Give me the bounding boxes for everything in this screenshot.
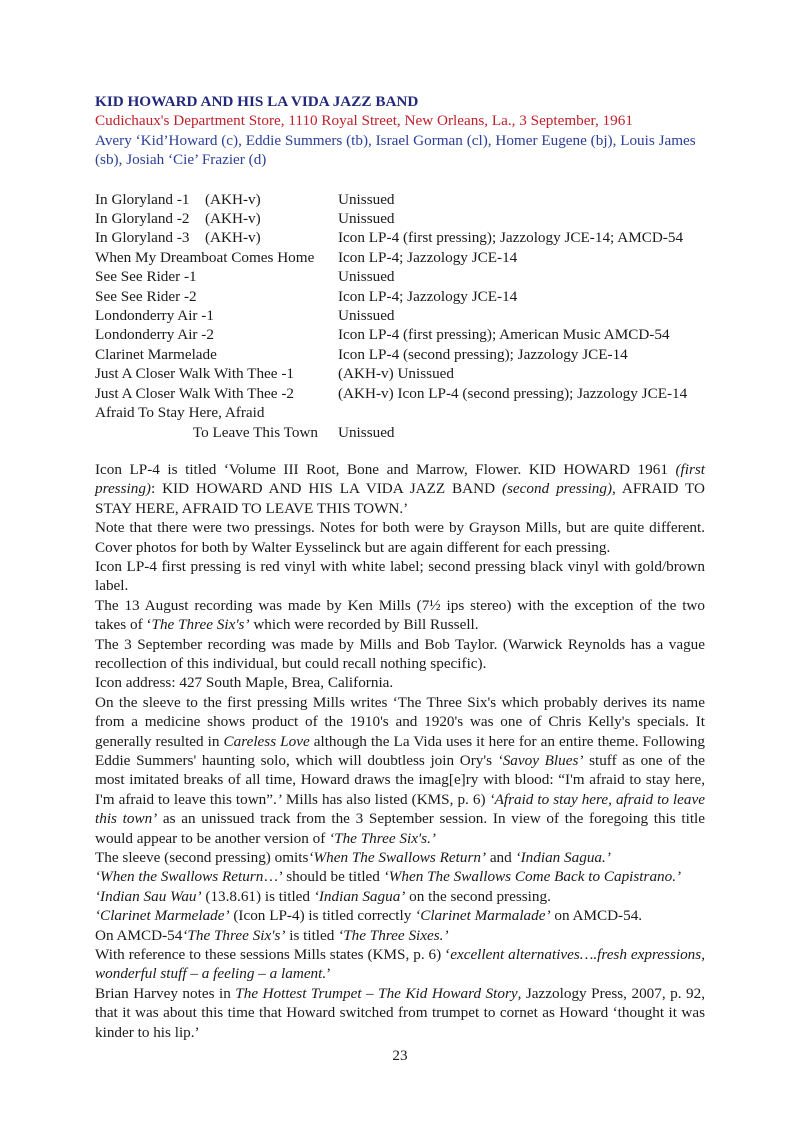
session-title: KID HOWARD AND HIS LA VIDA JAZZ BAND <box>95 93 419 110</box>
note-text: : KID HOWARD AND HIS LA VIDA JAZZ BAND <box>150 480 502 498</box>
note-paragraph: Icon address: 427 South Maple, Brea, California. <box>95 674 394 692</box>
note-paragraph <box>95 926 705 945</box>
note-italic: ’ <box>276 790 282 808</box>
note-paragraph <box>95 906 705 925</box>
note-text: On AMCD-54 <box>95 926 183 944</box>
track-issue <box>338 403 687 422</box>
track-list <box>95 190 687 442</box>
track-row <box>95 228 687 247</box>
track-title: See See Rider -2 <box>95 287 197 305</box>
track-title: Londonderry Air -1 <box>95 307 214 325</box>
note-italic: The Hottest Trumpet – The Kid Howard Story <box>235 984 518 1002</box>
note-paragraph <box>95 460 705 518</box>
note-italic: (second pressing) <box>501 480 613 498</box>
note-italic: excellent alternatives….fresh expressions, wonderful stuff – a feeling – a lament. <box>95 946 705 983</box>
note-italic: ‘Indian Sagua’ <box>313 887 406 905</box>
track-row <box>95 209 687 228</box>
note-italic: ‘Clarinet Marmalade’ <box>415 907 551 925</box>
note-paragraph <box>95 945 705 984</box>
track-title-cell <box>95 209 338 228</box>
track-title: To Leave This Town <box>192 423 318 441</box>
track-vocal: (AKH-v) <box>205 190 261 208</box>
note-paragraph <box>95 848 705 867</box>
page-number: 23 <box>392 1047 408 1064</box>
track-issue: Icon LP-4 (second pressing); Jazzology JCE-14 <box>338 345 628 363</box>
note-italic: ‘Savoy Blues’ <box>497 752 584 769</box>
track-title-cell <box>95 384 338 403</box>
track-table <box>95 190 687 442</box>
note-paragraph <box>95 693 705 848</box>
track-row <box>95 384 687 403</box>
track-title: Afraid To Stay Here, Afraid <box>95 404 265 422</box>
note-text: (13.8.61) is titled <box>201 887 314 905</box>
note-paragraph <box>95 887 705 906</box>
note-paragraph: Note that there were two pressings. Notes for both were by Grayson Mills, but are quite different. Cover photos for both by Walter Eysselinck but are again different for each pressing. <box>95 519 705 556</box>
track-title-cell <box>95 403 338 422</box>
notes <box>95 460 705 1042</box>
track-issue: (AKH-v) Icon LP-4 (second pressing); Jazzology JCE-14 <box>338 384 688 402</box>
track-title: In Gloryland -1 <box>95 190 190 208</box>
track-title: Clarinet Marmelade <box>95 345 217 363</box>
track-title: Just A Closer Walk With Thee -1 <box>95 365 294 383</box>
track-title: In Gloryland -3 <box>95 229 190 247</box>
note-text: Icon LP-4 is titled ‘Volume III Root, Bone and Marrow, Flower. KID HOWARD 1961 <box>95 460 676 478</box>
session-personnel: Avery ‘Kid’Howard (c), Eddie Summers (tb), Israel Gorman (cl), Homer Eugene (bj), Louis James (sb), Josiah ‘Cie’ Frazier (d) <box>95 131 696 169</box>
note-italic: ‘The Three Six's’ <box>182 926 286 944</box>
track-row <box>95 364 687 383</box>
note-text: , Jazzology Press, 2007, p. 92, that it was about this time that Howard switched from trumpet to cornet as Howard ‘thought it was kinder to his lip.’ <box>95 984 705 1041</box>
note-italic: ‘Indian Sau Wau’ <box>95 887 202 905</box>
track-issue: Icon LP-4; Jazzology JCE-14 <box>338 248 518 266</box>
note-paragraph: Icon LP-4 first pressing is red vinyl with white label; second pressing black vinyl with gold/brown label. <box>95 557 705 595</box>
track-title-cell <box>95 345 338 364</box>
note-italic: ‘The Three Six's.’ <box>329 829 436 847</box>
note-text: and <box>486 849 516 867</box>
note-text: …’ should be titled <box>263 868 384 886</box>
note-text: Mills has also listed (KMS, p. 6) <box>281 790 490 808</box>
track-title: Londonderry Air -2 <box>95 326 214 344</box>
note-text: The 13 August recording was made by Ken Mills (7½ ips stereo) with the exception of the two takes of ‘ <box>95 596 705 634</box>
track-issue: Unissued <box>338 210 395 228</box>
track-title-cell <box>95 325 338 344</box>
session-venue: Cudichaux's Department Store, 1110 Royal Street, New Orleans, La., 3 September, 1961 <box>95 112 633 130</box>
track-title-cell <box>95 267 338 286</box>
note-text: The sleeve (second pressing) omits <box>95 849 309 867</box>
note-text: With reference to these sessions Mills states (KMS, p. 6) ‘ <box>95 946 451 964</box>
note-paragraph: The 3 September recording was made by Mills and Bob Taylor. (Warwick Reynolds has a vague recollection of this individual, but could recall nothing specific). <box>95 635 705 672</box>
note-italic: ‘When The Swallows Come Back to Capistrano.’ <box>383 868 682 886</box>
track-row <box>95 325 687 344</box>
track-row <box>95 403 687 422</box>
track-title-cell <box>95 306 338 325</box>
note-text: is titled <box>285 926 339 944</box>
note-text: ’ <box>326 965 332 983</box>
note-italic: ‘When the Swallows Return <box>95 868 264 886</box>
note-paragraph <box>95 867 705 886</box>
note-text: Brian Harvey notes in <box>95 984 236 1002</box>
track-issue: (AKH-v) Unissued <box>338 365 454 383</box>
note-italic: ‘Indian Sagua.’ <box>515 849 611 867</box>
note-text: , AFRAID TO STAY HERE, AFRAID TO LEAVE THIS TOWN.’ <box>95 480 705 517</box>
track-title-cell <box>95 364 338 383</box>
track-row <box>95 306 687 325</box>
note-italic: The Three Six's’ <box>151 616 250 634</box>
track-issue: Icon LP-4 (first pressing); Jazzology JCE-14; AMCD-54 <box>338 229 684 247</box>
note-text: On the sleeve to the first pressing Mills writes ‘The Three Six's which probably derives its name from a medicine shows product of the 1910's and 1920's was one of Chris Kelly's specials. It generally resulted in <box>95 693 705 750</box>
track-title: In Gloryland -2 <box>95 210 190 228</box>
track-title: See See Rider -1 <box>95 268 197 286</box>
track-title: Just A Closer Walk With Thee -2 <box>95 384 294 402</box>
track-title-cell <box>95 248 338 267</box>
track-vocal: (AKH-v) <box>205 229 261 247</box>
note-text: which were recorded by Bill Russell. <box>249 616 479 634</box>
track-row <box>95 287 687 306</box>
note-paragraph <box>95 984 705 1042</box>
track-row <box>95 190 687 209</box>
note-italic: ‘When The Swallows Return’ <box>308 849 487 867</box>
note-text: on AMCD-54. <box>550 907 643 925</box>
note-italic: ‘The Three Sixes.’ <box>338 926 449 944</box>
page-body <box>95 92 705 1042</box>
note-italic: ‘Clarinet Marmelade’ <box>95 907 230 925</box>
track-row <box>95 248 687 267</box>
track-issue: Icon LP-4; Jazzology JCE-14 <box>338 287 518 305</box>
track-issue: Unissued <box>338 268 395 286</box>
note-text: on the second pressing. <box>405 887 551 905</box>
track-issue: Unissued <box>338 190 395 208</box>
note-italic: Careless Love <box>223 732 310 750</box>
track-title-cell <box>95 228 338 247</box>
note-text: as an unissued track from the 3 September session. In view of the foregoing this title would appear to be another version of <box>95 810 705 847</box>
note-italic: ‘Afraid to stay here, afraid to leave this town’ <box>95 790 705 828</box>
track-row <box>95 345 687 364</box>
note-paragraph <box>95 596 705 635</box>
note-text: stuff as one of the most imitated breaks of all time, Howard draws the imag[e]ry with blood: “I'm afraid to stay here, I'm afraid to leave this town”. <box>95 752 706 808</box>
track-title-cell <box>95 287 338 306</box>
track-title: When My Dreamboat Comes Home <box>95 248 315 266</box>
note-italic: (first pressing) <box>95 460 705 498</box>
track-row <box>95 423 687 442</box>
track-title-cell <box>95 423 338 442</box>
note-text: although the La Vida uses it here for an entire theme. Following Eddie Summers' haunting solo, which will doubtless join Ory's <box>95 732 705 769</box>
track-title-cell <box>95 190 338 209</box>
track-row <box>95 267 687 286</box>
track-issue: Icon LP-4 (first pressing); American Music AMCD-54 <box>338 326 670 344</box>
note-text: (Icon LP-4) is titled correctly <box>229 907 416 925</box>
track-issue: Unissued <box>338 423 395 441</box>
track-vocal: (AKH-v) <box>205 210 261 228</box>
track-issue: Unissued <box>338 307 395 325</box>
